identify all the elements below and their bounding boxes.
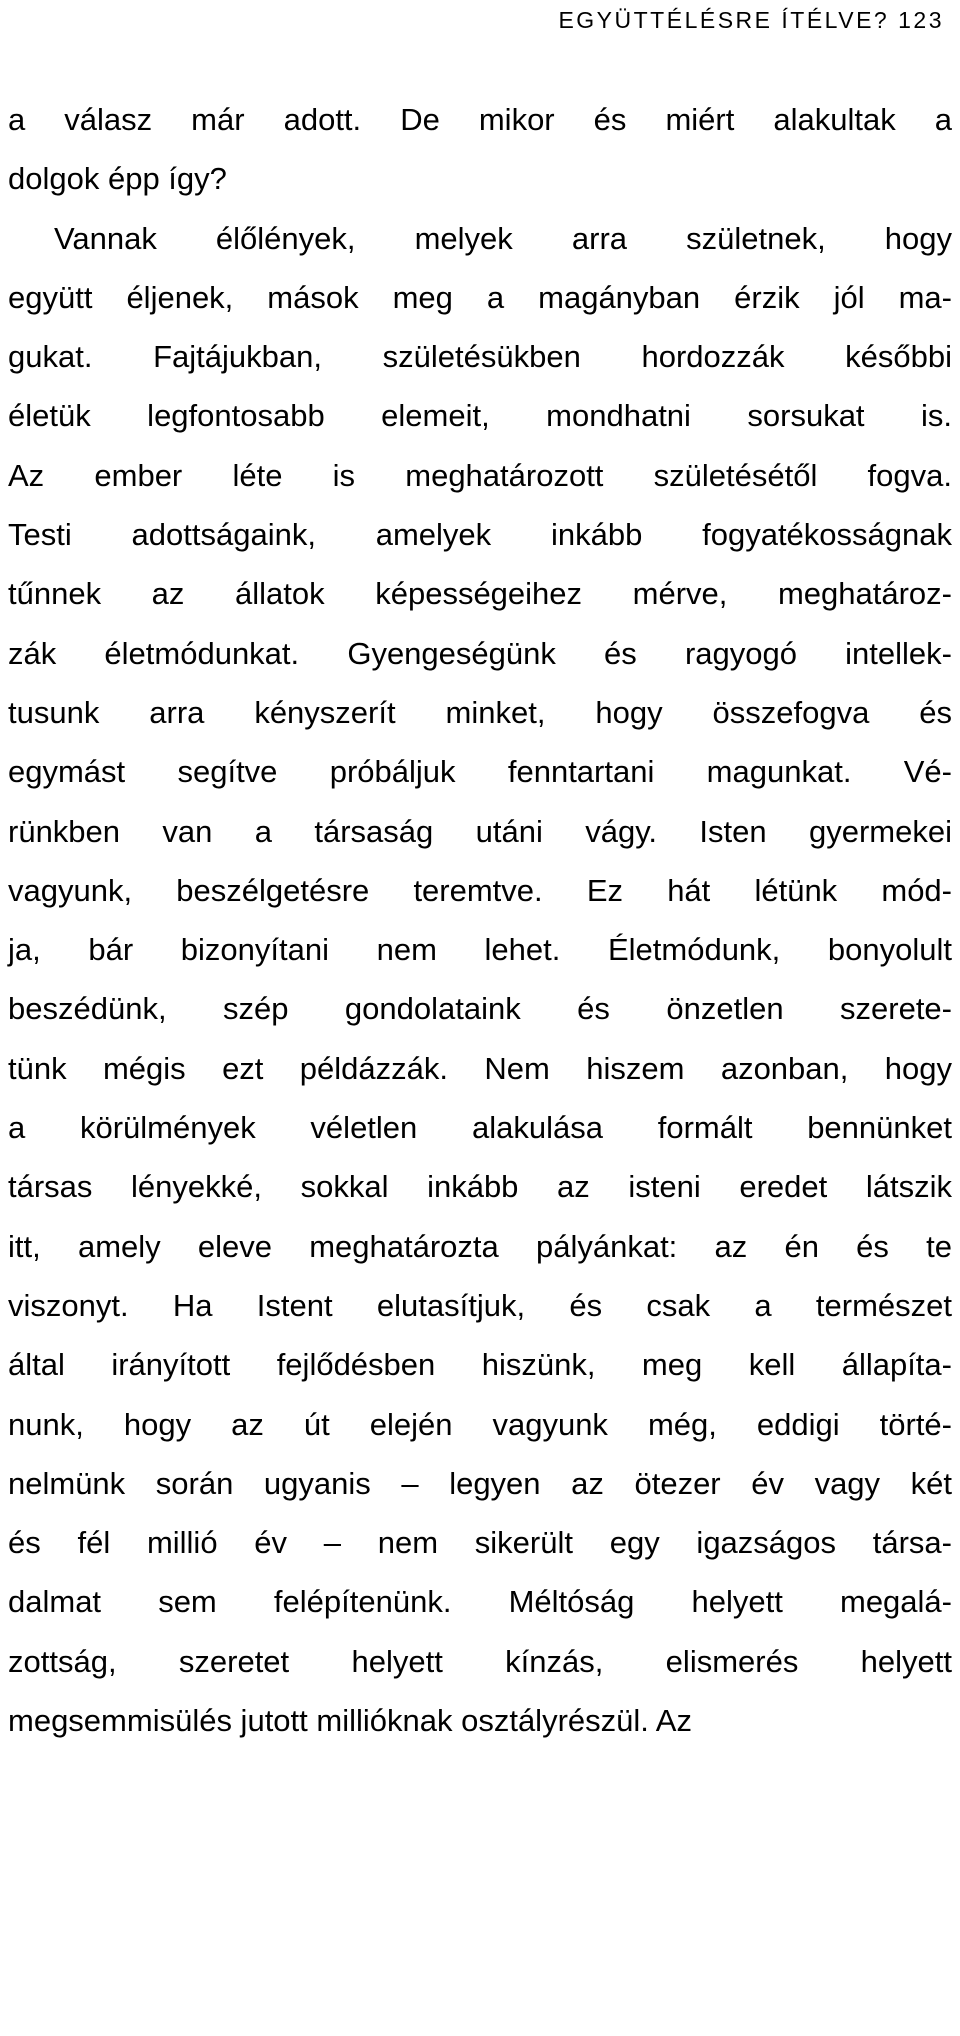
text-line: zák életmódunkat. Gyengeségünk és ragyogó intellek- [8, 635, 952, 671]
text-line: Vannak élőlények, melyek arra születnek, hogy [54, 220, 952, 256]
text-line: beszédünk, szép gondolataink és önzetlen szerete- [8, 991, 952, 1027]
text-line: a körülmények véletlen alakulása formált bennünket [8, 1110, 952, 1146]
text-line: Testi adottságaink, amelyek inkább fogyatékosságnak [8, 517, 952, 553]
text-line: dalmat sem felépítenünk. Méltóság helyett megalá- [8, 1584, 952, 1620]
text-line: dolgok épp így? [8, 161, 227, 197]
text-line: nelmünk során ugyanis – legyen az ötezer év vagy két [8, 1465, 952, 1501]
text-line: társas lényekké, sokkal inkább az isteni eredet látszik [8, 1169, 952, 1205]
text-line: zottság, szeretet helyett kínzás, elismerés helyett [8, 1643, 952, 1679]
text-line: vagyunk, beszélgetésre teremtve. Ez hát létünk mód- [8, 872, 952, 908]
text-line: ja, bár bizonyítani nem lehet. Életmódunk, bonyolult [8, 932, 952, 968]
body-text [8, 90, 952, 1750]
text-line: nunk, hogy az út elején vagyunk még, eddigi törté- [8, 1406, 952, 1442]
text-line: a válasz már adott. De mikor és miért alakultak a [8, 102, 952, 137]
text-line: Az ember léte is meghatározott születésétől fogva. [8, 457, 952, 493]
text-line: tusunk arra kényszerít minket, hogy összefogva és [8, 694, 952, 730]
text-line: itt, amely eleve meghatározta pályánkat: az én és te [8, 1228, 952, 1264]
text-line: egymást segítve próbáljuk fenntartani magunkat. Vé- [8, 754, 952, 790]
text-line: és fél millió év – nem sikerült egy igazságos társa- [8, 1525, 952, 1561]
text-line: tűnnek az állatok képességeihez mérve, meghatároz- [8, 576, 952, 612]
text-line: életük legfontosabb elemeit, mondhatni sorsukat is. [8, 398, 952, 434]
text-line: által irányított fejlődésben hiszünk, meg kell állapíta- [8, 1347, 952, 1383]
text-line: viszonyt. Ha Istent elutasítjuk, és csak a természet [8, 1287, 952, 1323]
text-line: gukat. Fajtájukban, születésükben hordozzák későbbi [8, 339, 952, 375]
text-line: rünkben van a társaság utáni vágy. Isten gyermekei [8, 813, 952, 849]
text-line: megsemmisülés jutott millióknak osztályrészül. Az [8, 1703, 692, 1739]
text-line: együtt éljenek, mások meg a magányban érzik jól ma- [8, 279, 952, 315]
text-line: tünk mégis ezt példázzák. Nem hiszem azonban, hogy [8, 1050, 952, 1086]
running-head: EGYÜTTÉLÉSRE ÍTÉLVE? 123 [558, 7, 944, 33]
